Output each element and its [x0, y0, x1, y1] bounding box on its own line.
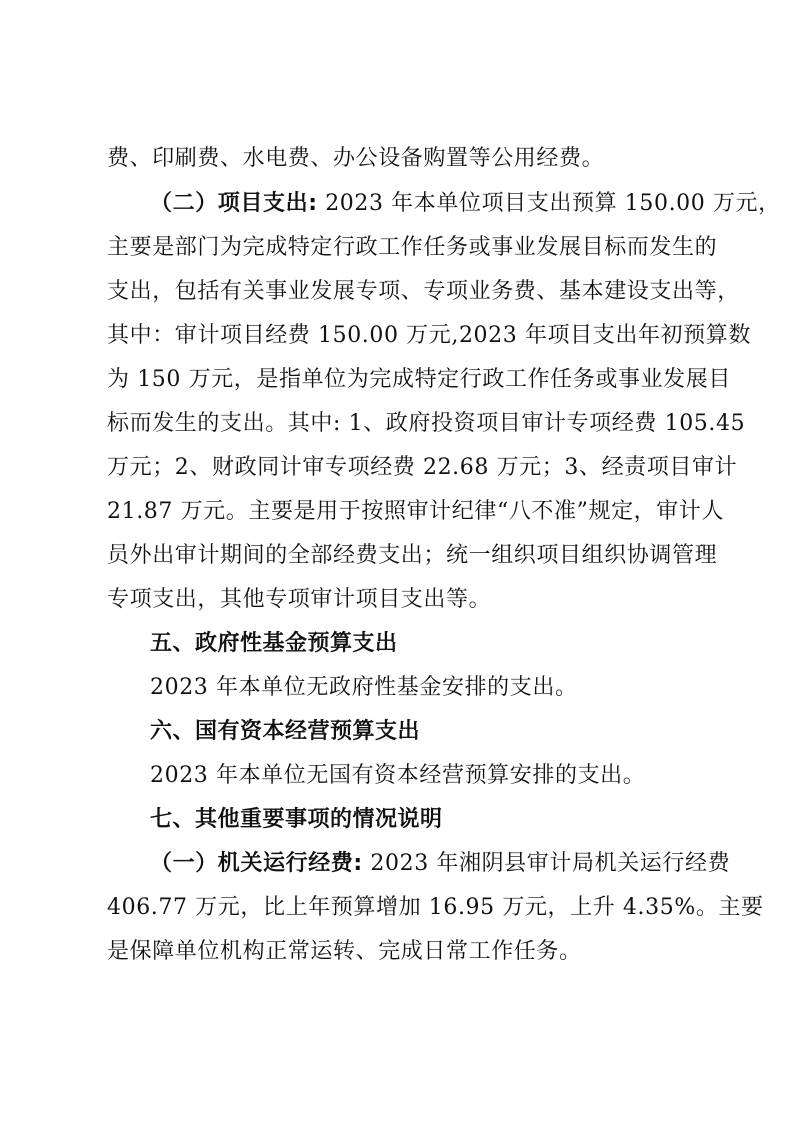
- paragraph-line: [107, 233, 718, 263]
- heading-text: 六、国有资本经营预算支出: [150, 719, 421, 744]
- text: 员外出审计期间的全部经费支出；统一组织项目组织协调管理: [107, 543, 718, 568]
- text: 2023 年本单位项目支出预算 150.00 万元，: [317, 191, 781, 216]
- paragraph-line: [107, 893, 764, 923]
- text: 费、印刷费、水电费、办公设备购置等公用经费。: [107, 146, 605, 171]
- text: 2023 年湘阴县审计局机关运行经费: [362, 851, 731, 876]
- paragraph-line: [150, 761, 687, 791]
- paragraph-line: [107, 453, 738, 483]
- section-label: （一）机关运行经费:: [150, 851, 363, 876]
- text: 主要是部门为完成特定行政工作任务或事业发展目标而发生的: [107, 235, 718, 260]
- paragraph-line: [107, 497, 725, 527]
- paragraph-line: [107, 277, 740, 307]
- paragraph-line: [107, 144, 687, 174]
- text: 21.87 万元。主要是用于按照审计纪律“八不准”规定，审计人: [107, 499, 725, 524]
- text: 万元；2、财政同计审专项经费 22.68 万元；3、经责项目审计: [107, 455, 738, 480]
- text: 其中：审计项目经费 150.00 万元,2023 年项目支出年初预算数: [107, 323, 751, 348]
- section-heading-7: [150, 805, 687, 835]
- text: 2023 年本单位无国有资本经营预算安排的支出。: [150, 763, 646, 788]
- paragraph-line: [107, 365, 731, 395]
- project-expense-line: [150, 189, 781, 219]
- text: 406.77 万元，比上年预算增加 16.95 万元，上升 4.35%。主要: [107, 895, 764, 920]
- paragraph-line: [107, 585, 687, 615]
- text: 是保障单位机构正常运转、完成日常工作任务。: [107, 939, 582, 964]
- paragraph-line: [107, 321, 751, 351]
- text: 专项支出，其他专项审计项目支出等。: [107, 587, 492, 612]
- operating-expense-line: [150, 849, 731, 879]
- section-heading-6: [150, 717, 687, 747]
- paragraph-line: [150, 673, 687, 703]
- paragraph-line: [107, 409, 746, 439]
- paragraph-line: [107, 937, 687, 967]
- heading-text: 七、其他重要事项的情况说明: [150, 807, 443, 832]
- text: 标而发生的支出。其中: 1、政府投资项目审计专项经费 105.45: [107, 411, 746, 436]
- paragraph-line: [107, 541, 718, 571]
- section-label: （二）项目支出:: [150, 191, 318, 216]
- text: 支出，包括有关事业发展专项、专项业务费、基本建设支出等，: [107, 279, 740, 304]
- text: 2023 年本单位无政府性基金安排的支出。: [150, 675, 578, 700]
- heading-text: 五、政府性基金预算支出: [150, 631, 398, 656]
- section-heading-5: [150, 629, 687, 659]
- text: 为 150 万元，是指单位为完成特定行政工作任务或事业发展目: [107, 367, 731, 392]
